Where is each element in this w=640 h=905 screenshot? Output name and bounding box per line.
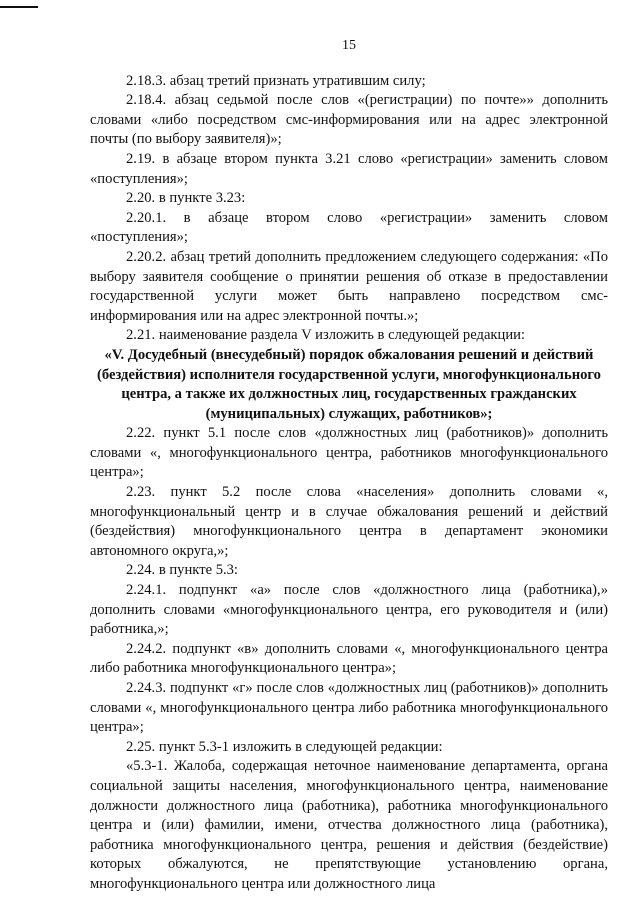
paragraph-2-23: 2.23. пункт 5.2 после слова «населения» дополнить словами «, многофункциональный центр и в случае обжалования решений и действий (бездействия) многофункционального центра в департамент экономики автономного округа,»;: [90, 484, 608, 559]
paragraph-2-22: 2.22. пункт 5.1 после слов «должностных лиц (работников)» дополнить словами «, многофункционального центра, работников многофункционального центра»;: [90, 425, 608, 481]
paragraph-2-24: 2.24. в пункте 5.3:: [126, 562, 238, 579]
document-page: [90, 0, 608, 895]
paragraph-2-24-3: 2.24.3. подпункт «г» после слов «должностных лиц (работников)» дополнить словами «, многофункционального центра либо работника многофункционального центра»;: [90, 680, 608, 736]
paragraph-2-24-2: 2.24.2. подпункт «в» дополнить словами «, многофункционального центра либо работника многофункционального центра»;: [90, 640, 608, 677]
paragraph-2-18-4: 2.18.4. абзац седьмой после слов «(регистрации) по почте»» дополнить словами «либо посредством смс-информирования или на адрес электронной почты (по выбору заявителя)»;: [90, 92, 608, 148]
section-v-heading: «V. Досудебный (внесудебный) порядок обжалования решений и действий (бездействия) исполнителя государственной услуги, многофункционального центра, а также их должностных лиц, государственных гражданских (муниципальных) служащих, работников»;: [97, 346, 601, 422]
paragraph-2-21: 2.21. наименование раздела V изложить в следующей редакции:: [126, 327, 525, 344]
paragraph-2-20-1: 2.20.1. в абзаце втором слово «регистрации» заменить словом «поступления»;: [90, 209, 608, 246]
paragraph-2-18-3: 2.18.3. абзац третий признать утратившим силу;: [126, 72, 426, 89]
paragraph-5-3-1: «5.3-1. Жалоба, содержащая неточное наименование департамента, органа социальной защиты населения, многофункционального центра, наименование должности должностного лица (работника), работника многофункционального центра и (или) фамилии, имени, отчества должностного лица (работника), работника многофункционального центра, решения и действия (бездействие) которых обжалуются, не препятствующие установлению органа, многофункционального центра или должностного лица: [90, 758, 608, 892]
paragraph-2-24-1: 2.24.1. подпункт «а» после слов «должностного лица (работника),» дополнить словами «многофункционального центра, его руководителя и (или) работника,»;: [90, 582, 608, 638]
paragraph-2-20: 2.20. в пункте 3.23:: [126, 190, 246, 207]
paragraph-2-19: 2.19. в абзаце втором пункта 3.21 слово «регистрации» заменить словом «поступления»;: [90, 150, 608, 187]
paragraph-2-20-2: 2.20.2. абзац третий дополнить предложением следующего содержания: «По выбору заявителя сообщение о принятии решения об отказе в предоставлении государственной услуги может быть направлено посредством смс-информирования или на адрес электронной почты.»;: [90, 248, 608, 324]
paragraph-2-25: 2.25. пункт 5.3-1 изложить в следующей редакции:: [126, 738, 443, 755]
corner-line: [0, 6, 38, 8]
page-number: 15: [342, 38, 356, 53]
